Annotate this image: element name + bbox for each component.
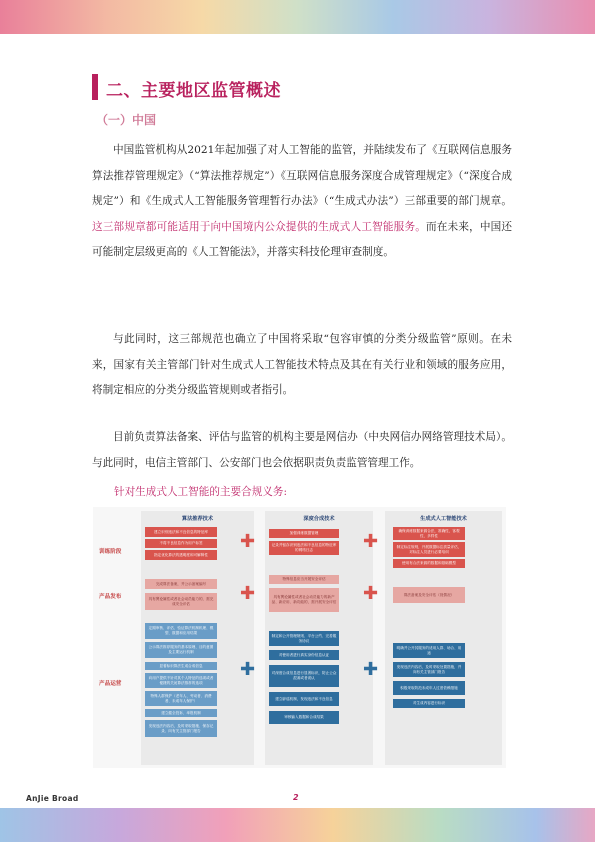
figure-box: 不将不良信息作为用户标签 [145,539,217,548]
figure-box: 建立健全投诉、举报机制 [145,709,217,717]
paragraph-2: 与此同时，这三部规范也确立了中国将采取“包容审慎的分类分级监管”原则。在未来，国家有关主管部门针对生成式人工智能技术特点及其在有关行业和领域的服务应用，将制定相应的分类分级监管规则或者指引。 [92,333,512,397]
figure-column-title: 算法推荐技术 [181,516,214,522]
section-subtitle: （一）中国 [96,113,157,127]
figure-box: 特殊信息应当开展安全评估 [269,575,339,584]
page-number: 2 [293,793,299,802]
figure-box: 对生成内容进行标识 [393,699,465,708]
figure-box: 制定标注规则，开展数据标注质量评估，对标注人员进行必要培训 [393,542,465,557]
figure-box: 完成算法备案，并公示备案编号 [145,579,217,589]
figure-box: 审核输入数据和合成结果 [269,711,339,724]
figure-box: 对使用者进行真实身份信息认证 [269,650,339,660]
bottom-decorative-band [0,808,595,842]
figure-box: 制定和公开管理规则、平台公约、完善服务协议 [269,631,339,646]
brand-logo: AnJie Broad [26,794,79,803]
figure-box: 建立辟谣机制，发现违法和不良信息 [269,692,339,706]
figure-row-label: 产品发布 [99,594,122,600]
paragraph-1-highlight: 这三部规章都可能适用于向中国境内公众提供的生成式人工智能服务。 [92,220,426,233]
figure-box: 具有舆论属性或者社会动员能力的，需完成安全评估 [145,593,217,610]
figure-box: 记录并留存识别违法和不良信息的特征库的网络日志 [269,541,339,555]
figure-box: 确保训练数据来源合法，准确性，客观性，多样性 [393,527,465,540]
figure-box: 指定优化算法的透明度和可解释性 [145,550,217,560]
figure-column-title: 深度合成技术 [303,516,335,522]
figure-box: 具有舆论属性或者社会动员能力的新产品、新应用、新功能的，需开展安全评估 [269,588,339,612]
heading-accent-bar [92,74,98,100]
plus-icon: ✚ [240,659,256,680]
figure-caption: 针对生成式人工智能的主要合规义务: [114,486,288,498]
section-title: 二、主要地区监管概述 [106,81,281,101]
figure-box: 对深度合成信息进行显著标识，防止公众混淆或者误认 [269,665,339,687]
figure-box: 特殊人群保护（老年人、劳动者、消费者、未成年人保护） [145,691,217,706]
figure-box: 算法备案及安全评估（视情况） [393,587,465,603]
top-decorative-band [0,0,595,34]
figure-row-label: 训练阶段 [99,549,122,555]
figure-column-title: 生成式人工智能技术 [420,516,467,522]
paragraph-1 [92,138,512,266]
figure-box: 发现违法内容后，及时采取处置措施，并向有关主管部门报告 [393,662,465,677]
figure-box: 使用有合法来源的数据和基础模型 [393,559,465,568]
figure-box: 加强训练数据管理 [269,529,339,538]
paragraph-1-text-b: 而在未来，中国还可能制定层级更高的《人工智能法》，并落实科技伦理审查制度。 [92,220,513,259]
compliance-obligations-figure [93,507,506,768]
figure-row-label: 产品运营 [99,681,122,687]
plus-icon: ✚ [240,531,256,552]
paragraph-3: 目前负责算法备案、评估与监管的机构主要是网信办（中央网信办网络管理技术局）。与此同时，电信主管部门、公安部门也会依据职责负责监管管理工作。 [92,431,512,469]
figure-box: 向用户提供不针对其个人特征的选项或者便捷的关闭算法推荐的选项 [145,673,217,688]
figure-box: 积极采取防范未成年人过度依赖措施 [393,681,465,695]
figure-box: 公示算法推荐服务的基本原理、目的意图及主要运行机制 [145,642,217,658]
plus-icon: ✚ [363,659,379,680]
plus-icon: ✚ [363,583,379,604]
plus-icon: ✚ [363,531,379,552]
figure-box: 发现违法内容后，及时采取措施、保存记录、向有关主管部门报告 [145,720,217,737]
paragraph-1-text-a: 中国监管机构从2021年起加强了对人工智能的监管，并陆续发布了《互联网信息服务算法推荐管理规定》（“算法推荐规定”）《互联网信息服务深度合成管理规定》（“深度合成规定”）和《生成式人工智能服务管理暂行办法》（“生成式办法”）三部重要的部门规章。 [92,144,512,208]
figure-box: 定期审核、评估、验证算法机制机理、模型、数据和应用结果 [145,623,217,639]
figure-box: 建立识别违法和不良信息的特征库 [145,527,217,537]
figure-box: 明确并公开其服务的适用人群、场合、用途 [393,643,465,658]
plus-icon: ✚ [240,583,256,604]
figure-box: 显著标识算法生成合成信息 [145,662,217,670]
